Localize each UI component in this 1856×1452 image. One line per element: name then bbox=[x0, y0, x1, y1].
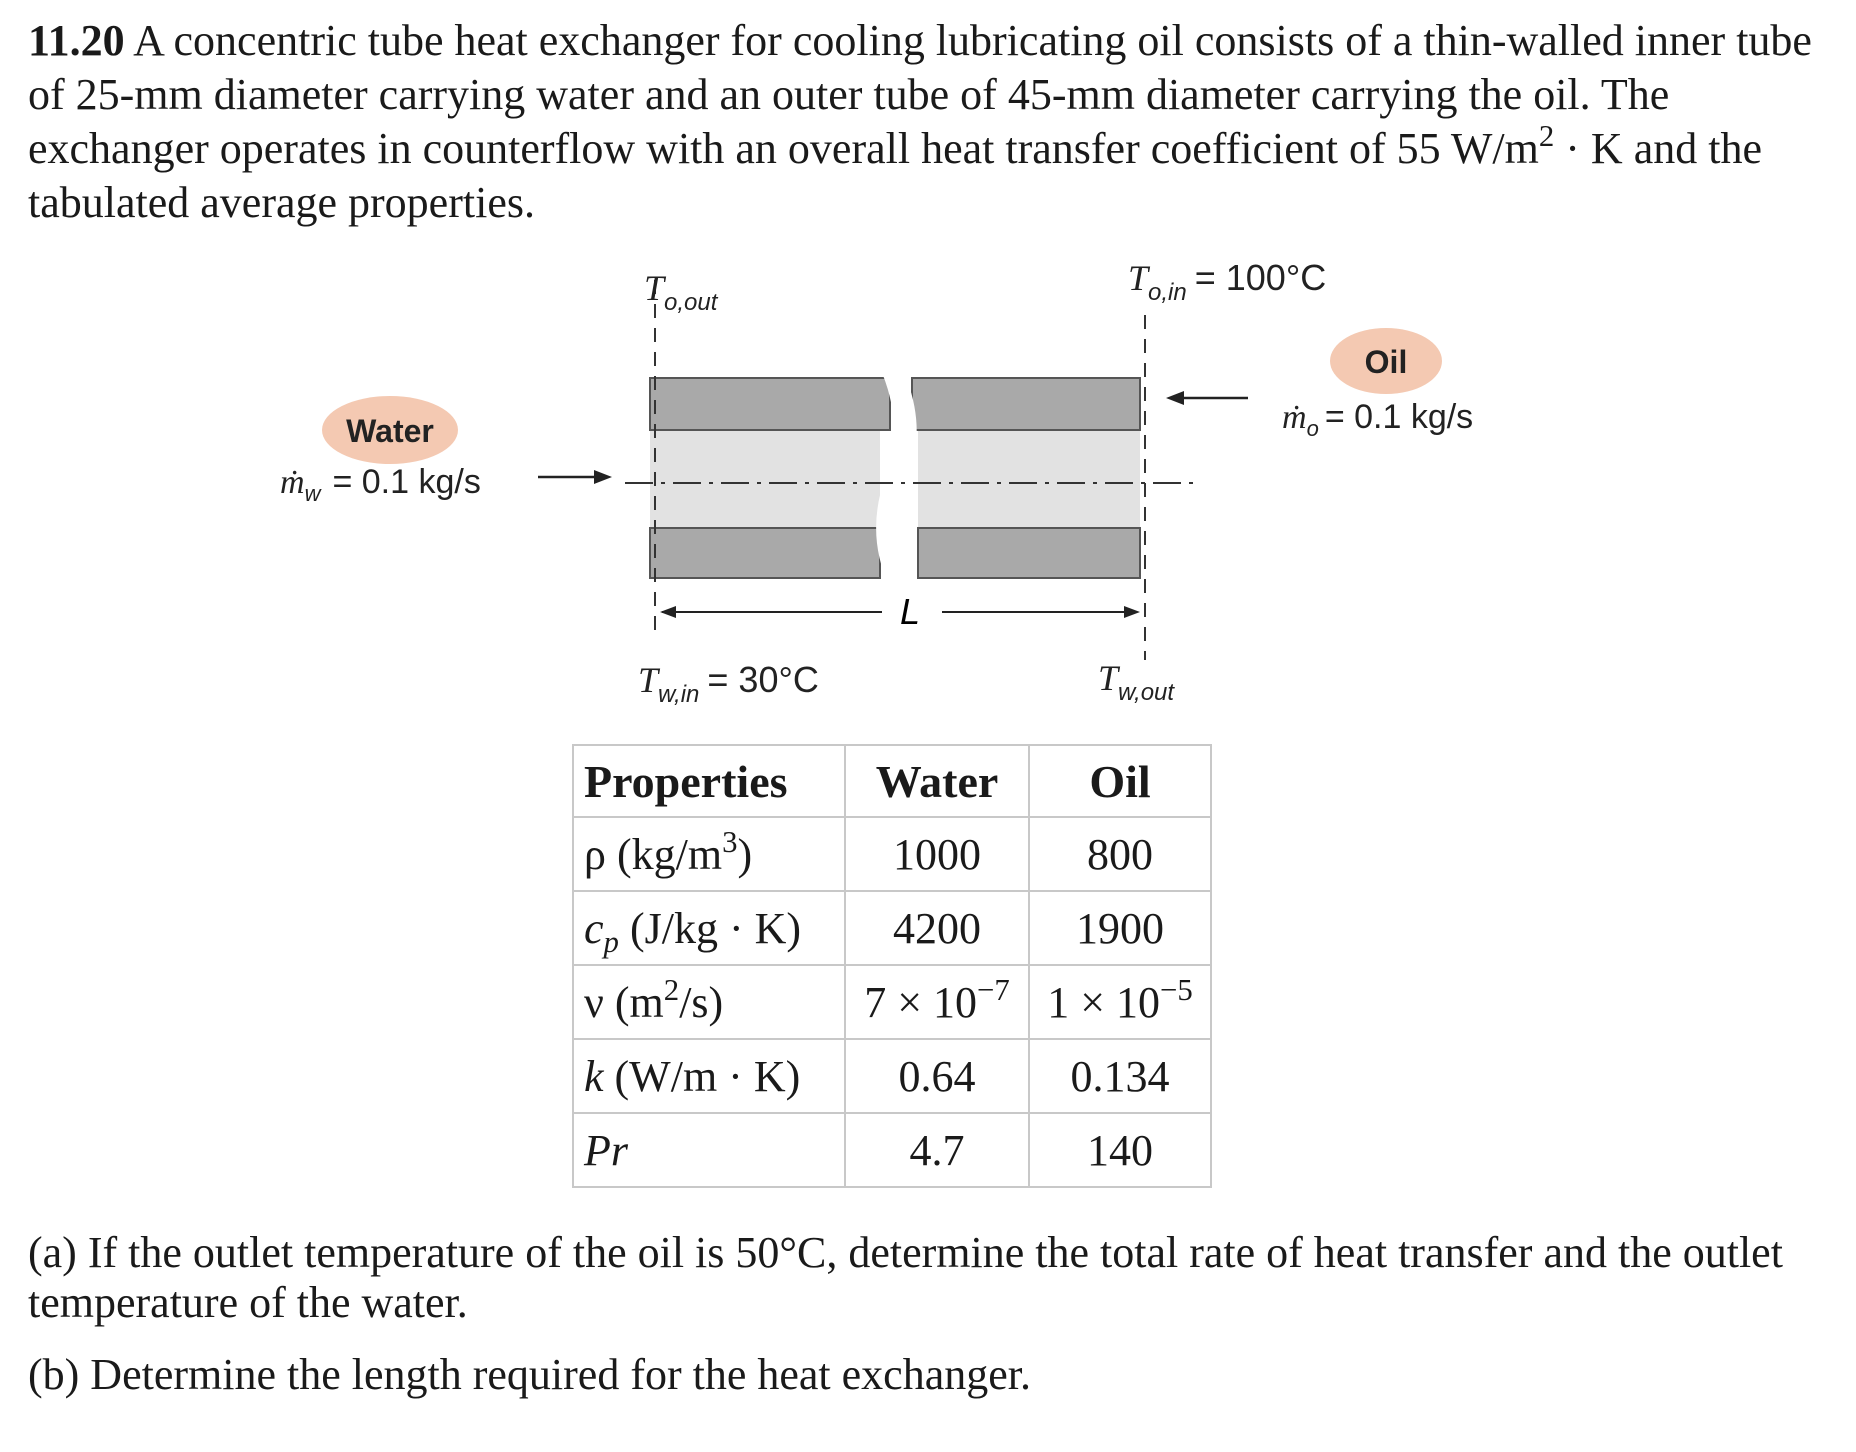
t-w-out-label bbox=[1098, 658, 1175, 706]
questions bbox=[28, 1228, 1828, 1422]
oil-value: 1900 bbox=[1029, 891, 1211, 965]
diagram-svg bbox=[0, 250, 1856, 730]
water-mantissa: 7 × 10 bbox=[864, 977, 978, 1027]
oil-flow-value: = 0.1 kg/s bbox=[1324, 398, 1474, 436]
water-flow-value: = 0.1 kg/s bbox=[332, 463, 481, 501]
t-w-in-symbol: T bbox=[638, 660, 659, 700]
oil-value bbox=[1029, 965, 1211, 1039]
t-o-out-sub: o,out bbox=[664, 289, 718, 316]
label-sub: p bbox=[603, 924, 619, 959]
oil-annulus-bottom-right bbox=[918, 528, 1140, 578]
label-text: ρ (kg/m bbox=[584, 829, 723, 879]
label-end: ) bbox=[737, 829, 753, 879]
water-value: 0.64 bbox=[845, 1039, 1029, 1113]
t-w-in-value: = 30°C bbox=[707, 659, 819, 700]
oil-flow-symbol: ṁ bbox=[1282, 399, 1307, 436]
water-inlet-arrow bbox=[594, 470, 612, 484]
oil-annulus-top-right bbox=[912, 378, 1140, 430]
row-label bbox=[573, 1039, 845, 1113]
water-value bbox=[845, 965, 1029, 1039]
label-text: k bbox=[584, 1051, 604, 1101]
table-row-specific-heat bbox=[573, 891, 1211, 965]
oil-exponent: −5 bbox=[1160, 972, 1193, 1007]
label-sup: 3 bbox=[722, 824, 738, 859]
water-exponent: −7 bbox=[977, 972, 1010, 1007]
t-o-out-symbol: T bbox=[644, 268, 665, 308]
water-value: 4.7 bbox=[845, 1113, 1029, 1187]
label-end: (W/m · K) bbox=[603, 1051, 801, 1101]
t-o-in-label bbox=[1128, 257, 1326, 306]
oil-value: 0.134 bbox=[1029, 1039, 1211, 1113]
oil-inlet-arrow bbox=[1166, 391, 1184, 405]
question-b: (b) Determine the length required for the heat exchanger. bbox=[28, 1350, 1031, 1399]
table-header-row bbox=[573, 745, 1211, 817]
tube-right-segment bbox=[912, 378, 1140, 578]
problem-text-end: · K and the tabulated average properties. bbox=[28, 124, 1762, 227]
length-arrow-right bbox=[1124, 606, 1140, 618]
oil-annulus-top-left bbox=[650, 378, 890, 430]
header-oil: Oil bbox=[1029, 745, 1211, 817]
oil-value: 800 bbox=[1029, 817, 1211, 891]
water-value: 1000 bbox=[845, 817, 1029, 891]
oil-flow-sub: o bbox=[1306, 416, 1319, 441]
problem-text-sup: 2 bbox=[1538, 119, 1555, 154]
label-text: c bbox=[584, 903, 604, 953]
label-text: Pr bbox=[584, 1125, 628, 1175]
label-end: /s) bbox=[679, 977, 724, 1027]
row-label bbox=[573, 1113, 845, 1187]
length-label: L bbox=[900, 591, 921, 632]
t-o-in-value: = 100°C bbox=[1194, 257, 1327, 298]
table-row-viscosity bbox=[573, 965, 1211, 1039]
oil-label: Oil bbox=[1364, 344, 1408, 380]
t-w-in-sub: w,in bbox=[658, 681, 700, 708]
tube-left-segment bbox=[650, 378, 890, 578]
oil-flow-rate bbox=[1282, 398, 1473, 441]
t-o-in-symbol: T bbox=[1128, 258, 1149, 298]
header-water: Water bbox=[845, 745, 1029, 817]
water-flow-symbol: ṁ bbox=[280, 464, 305, 501]
t-w-in-label bbox=[638, 659, 819, 708]
table-row-prandtl bbox=[573, 1113, 1211, 1187]
water-flow-sub: w bbox=[304, 481, 321, 506]
length-arrow-left bbox=[660, 606, 676, 618]
label-end: (J/kg · K) bbox=[618, 903, 802, 953]
properties-table bbox=[572, 744, 1212, 1188]
problem-statement bbox=[28, 14, 1828, 230]
oil-mantissa: 1 × 10 bbox=[1047, 977, 1161, 1027]
t-w-out-symbol: T bbox=[1098, 658, 1119, 698]
heat-exchanger-diagram bbox=[0, 250, 1856, 730]
problem-text: A concentric tube heat exchanger for cooling lubricating oil consists of a thin-walled inner tube of 25-mm diameter carrying water and an outer tube of 45-mm diameter carrying the oil. The exchanger operates in counterflow with an overall heat transfer coefficient of 55 W/m bbox=[28, 16, 1812, 173]
row-label bbox=[573, 891, 845, 965]
problem-number: 11.20 bbox=[28, 16, 125, 65]
label-text: ν (m bbox=[584, 977, 664, 1027]
table-row-conductivity bbox=[573, 1039, 1211, 1113]
oil-value: 140 bbox=[1029, 1113, 1211, 1187]
label-sup: 2 bbox=[663, 972, 680, 1007]
t-o-in-sub: o,in bbox=[1148, 279, 1187, 306]
oil-annulus-bottom-left bbox=[650, 528, 880, 578]
header-properties: Properties bbox=[573, 745, 845, 817]
question-a: (a) If the outlet temperature of the oil is 50°C, determine the total rate of heat transfer and the outlet temperature of the water. bbox=[28, 1228, 1783, 1327]
row-label bbox=[573, 965, 845, 1039]
water-flow-rate bbox=[280, 463, 481, 506]
water-label: Water bbox=[346, 413, 434, 449]
t-w-out-sub: w,out bbox=[1118, 679, 1175, 706]
water-value: 4200 bbox=[845, 891, 1029, 965]
row-label bbox=[573, 817, 845, 891]
table-row-density bbox=[573, 817, 1211, 891]
